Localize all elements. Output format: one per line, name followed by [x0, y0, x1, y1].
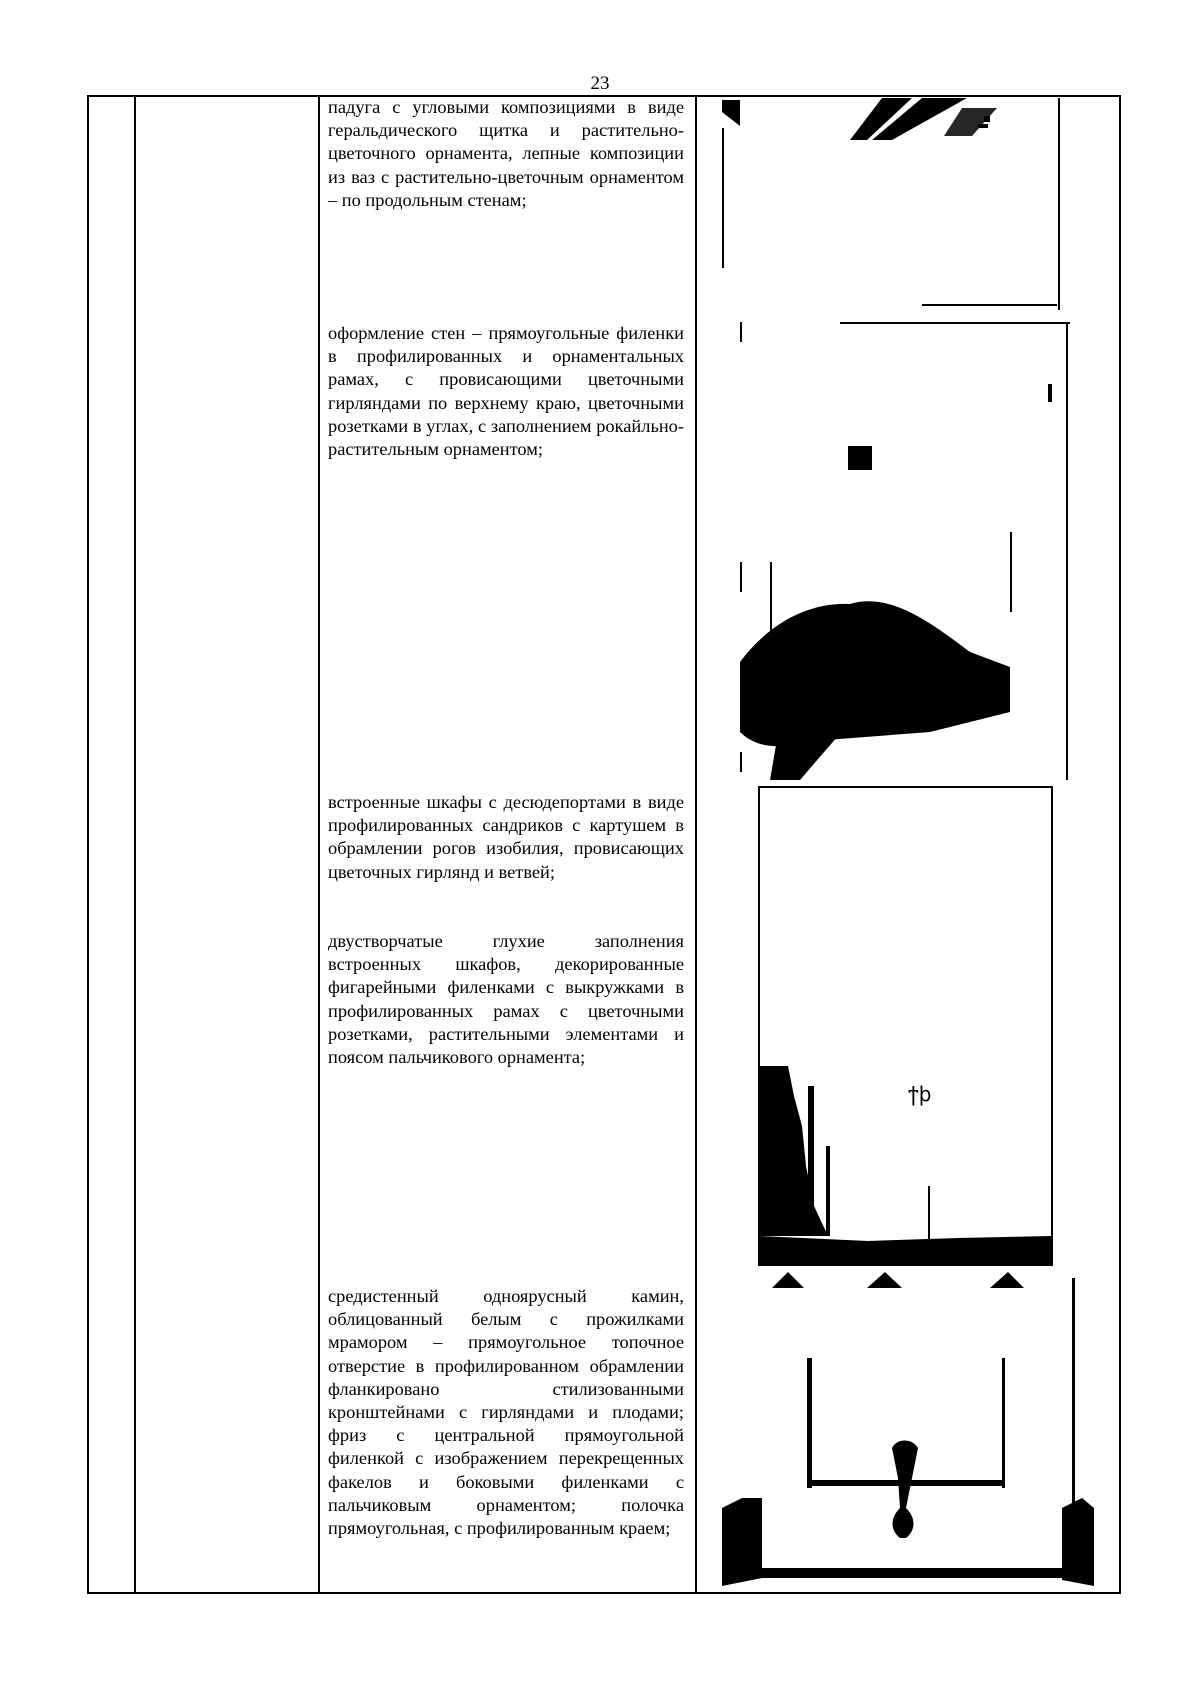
column-divider-4	[1119, 97, 1121, 1592]
row-2-description: оформление стен – прямоугольные филенки в профилированных и орнаментальных рамах, с провисающими цветочными гирляндами по верхнему краю, цветочными розетками в углах, с заполнением рокайльно-растительным орнаментом;	[328, 323, 684, 460]
row-3-description: встроенные шкафы с десюдепортами в виде профилированных сандриков с картушем в обрамлении рогов изобилия, провисающих цветочных гирлянд и ветвей;	[328, 792, 684, 882]
row-4-description: двустворчатые глухие заполнения встроенных шкафов, декорированные фигарейными филенками с выкружками в профилированных рамах с цветочными розетками, растительными элементами и поясом пальчикового орнамента;	[328, 931, 684, 1068]
photo-wall-panels	[740, 322, 1070, 780]
row-1-description: падуга с угловыми композициями в виде геральдического щитка и растительно-цветочного орнамента, лепные композиции из ваз с растительно-цветочным орнаментом – по продольным стенам;	[328, 97, 684, 210]
page-number: 23	[590, 73, 610, 94]
photo-ceiling-cove	[722, 98, 1092, 310]
svg-text:ϯϸ: ϯϸ	[908, 1082, 932, 1106]
column-divider-1	[134, 97, 136, 1592]
column-divider-3	[695, 97, 697, 1592]
row-5-description: средистенный одноярусный камин, облицованный белым с прожилками мрамором – прямоугольное топочное отверстие в профилированном обрамлении фланкировано стилизованными кронштейнами с гирляндами и плодами; фриз с центральной прямоугольной филенкой с изображением перекрещенных факелов и боковыми филенками с пальчиковым орнаментом; полочка прямоугольная, с профилированным краем;	[328, 1286, 684, 1539]
column-divider-2	[318, 97, 320, 1592]
photo-built-in-cabinet	[758, 786, 1053, 1266]
photo-fireplace	[722, 1268, 1094, 1586]
